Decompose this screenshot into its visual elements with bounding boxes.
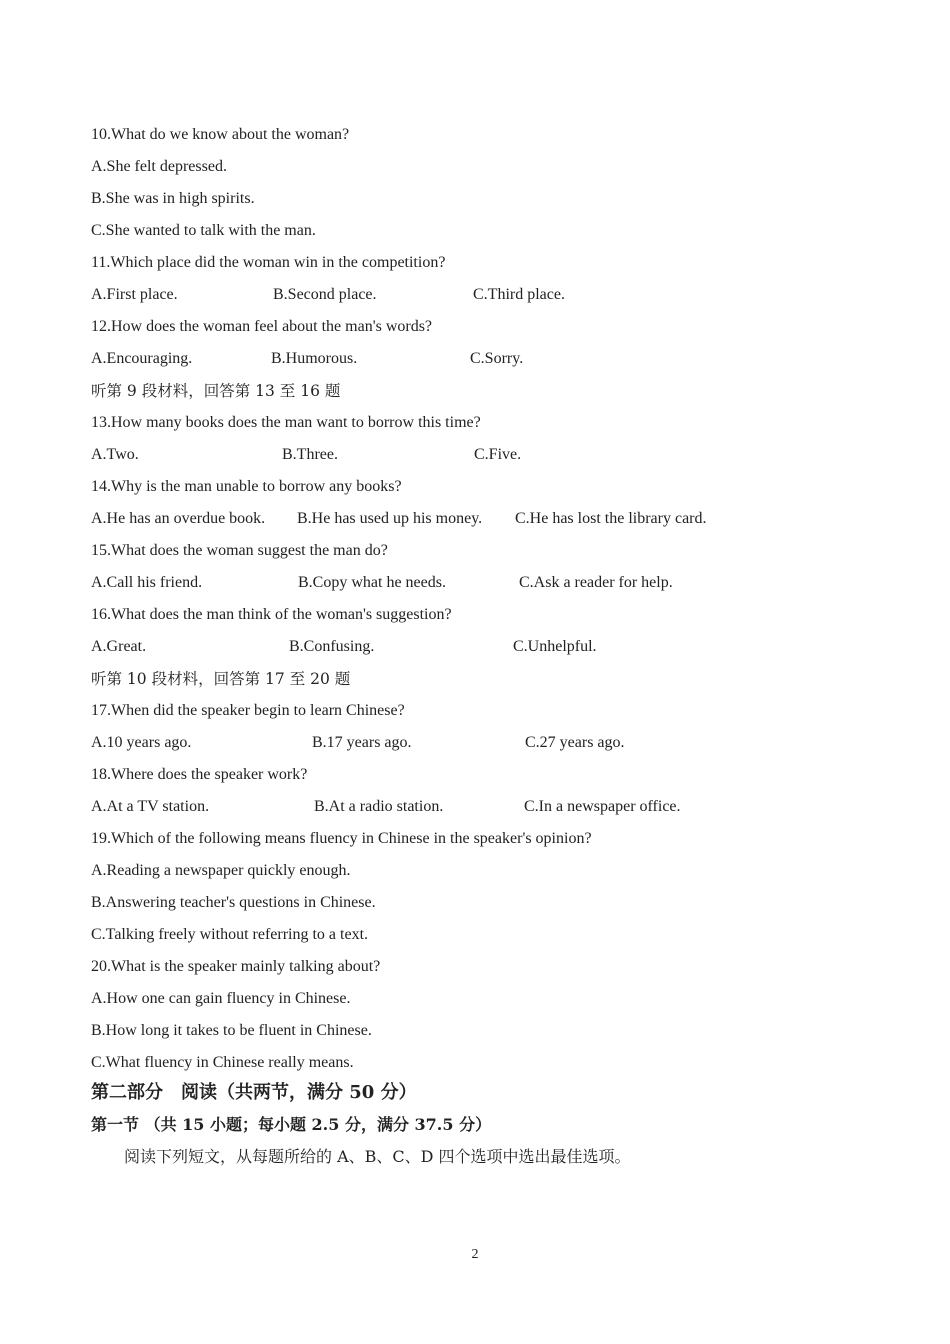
question-17: 17.When did the speaker begin to learn Chinese? [91,702,405,719]
option-11a: A.First place. [91,286,178,303]
option-19b: B.Answering teacher's questions in Chinese. [91,894,376,911]
option-16b: B.Confusing. [289,638,375,655]
options-15 [91,571,851,595]
option-13c: C.Five. [474,446,522,463]
question-12: 12.How does the woman feel about the man's words? [91,318,433,335]
option-15b: B.Copy what he needs. [298,574,446,591]
options-18 [91,795,851,819]
question-11: 11.Which place did the woman win in the competition? [91,254,446,271]
part2-instruction: 阅读下列短文，从每题所给的 A、B、C、D 四个选项中选出最佳选项。 [124,1147,631,1166]
option-12b: B.Humorous. [271,350,358,367]
option-15c: C.Ask a reader for help. [519,574,673,591]
option-20c: C.What fluency in Chinese really means. [91,1054,354,1071]
section-heading-9: 听第 9 段材料，回答第 13 至 16 题 [91,382,341,400]
question-13: 13.How many books does the man want to borrow this time? [91,414,481,431]
option-13b: B.Three. [282,446,338,463]
question-19: 19.Which of the following means fluency in Chinese in the speaker's opinion? [91,830,592,847]
option-18c: C.In a newspaper office. [524,798,681,815]
question-18: 18.Where does the speaker work? [91,766,308,783]
option-17b: B.17 years ago. [312,734,412,751]
option-16c: C.Unhelpful. [513,638,597,655]
option-11b: B.Second place. [273,286,377,303]
option-10a: A.She felt depressed. [91,158,227,175]
option-12a: A.Encouraging. [91,350,193,367]
options-11 [91,283,791,307]
option-18a: A.At a TV station. [91,798,210,815]
option-13a: A.Two. [91,446,139,463]
option-14a: A.He has an overdue book. [91,510,266,527]
option-14b: B.He has used up his money. [297,510,483,527]
option-10c: C.She wanted to talk with the man. [91,222,316,239]
question-15: 15.What does the woman suggest the man do? [91,542,388,559]
question-10: 10.What do we know about the woman? [91,126,350,143]
option-20a: A.How one can gain fluency in Chinese. [91,990,351,1007]
question-14: 14.Why is the man unable to borrow any books? [91,478,402,495]
option-14c: C.He has lost the library card. [515,510,707,527]
option-19c: C.Talking freely without referring to a text. [91,926,369,943]
section-heading-10: 听第 10 段材料，回答第 17 至 20 题 [91,670,351,688]
options-13 [91,443,791,467]
options-16 [91,635,791,659]
option-15a: A.Call his friend. [91,574,203,591]
options-17 [91,731,791,755]
part2-title: 第二部分 阅读（共两节，满分 50 分） [91,1082,417,1103]
option-10b: B.She was in high spirits. [91,190,255,207]
option-20b: B.How long it takes to be fluent in Chinese. [91,1022,372,1039]
option-16a: A.Great. [91,638,147,655]
option-17a: A.10 years ago. [91,734,192,751]
question-20: 20.What is the speaker mainly talking about? [91,958,381,975]
option-18b: B.At a radio station. [314,798,444,815]
option-11c: C.Third place. [473,286,565,303]
option-12c: C.Sorry. [470,350,524,367]
page-number: 2 [471,1247,479,1262]
option-19a: A.Reading a newspaper quickly enough. [91,862,351,879]
option-17c: C.27 years ago. [525,734,625,751]
options-12 [91,347,791,371]
question-16: 16.What does the man think of the woman's suggestion? [91,606,452,623]
options-14 [91,507,851,531]
part2-section1-title: 第一节 （共 15 小题；每小题 2.5 分，满分 37.5 分） [91,1115,492,1134]
